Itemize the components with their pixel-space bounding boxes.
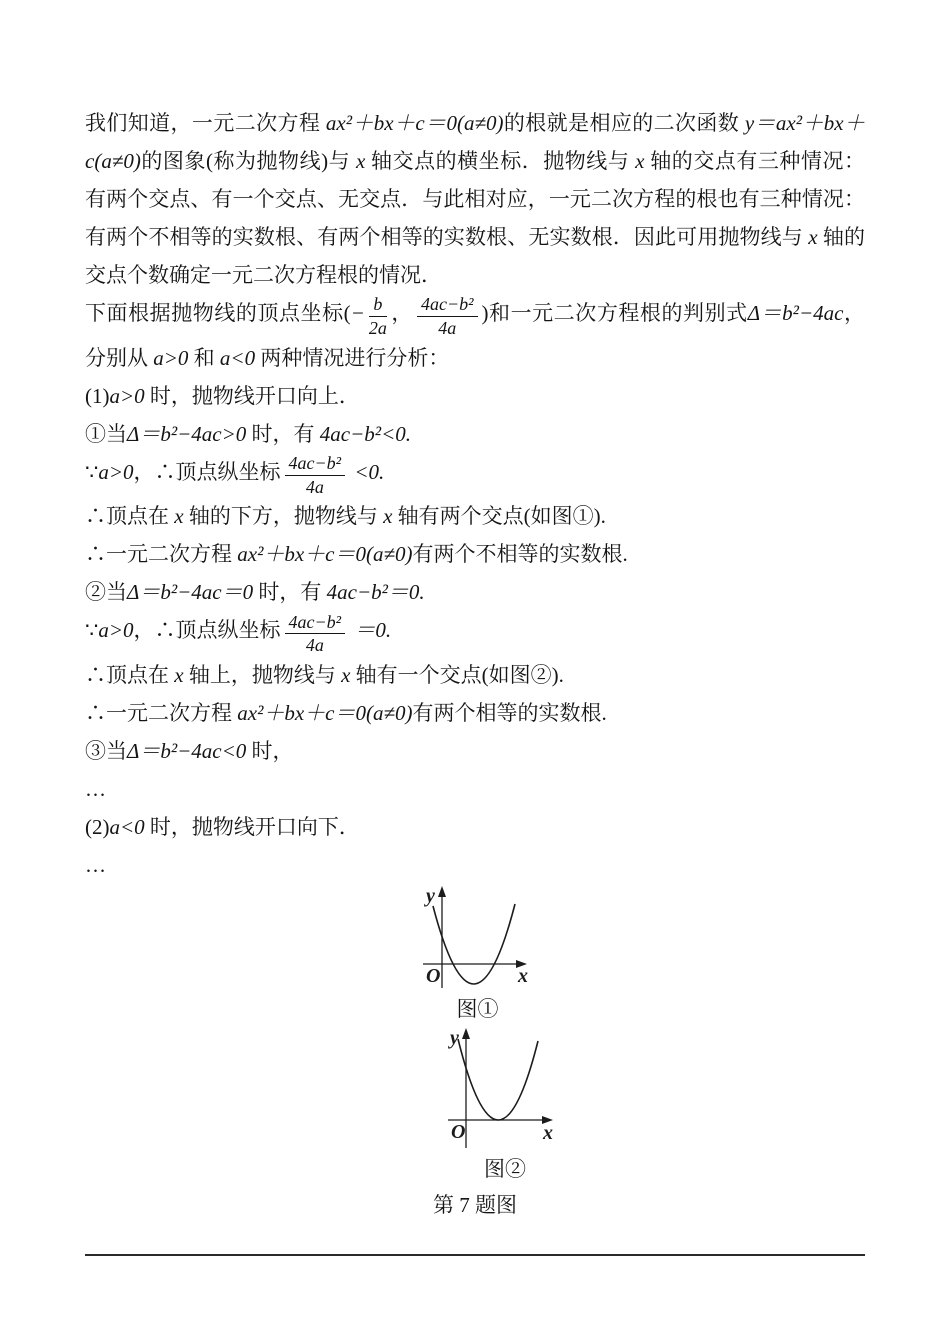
text-run: 下面根据抛物线的顶点坐标( — [85, 301, 351, 325]
fraction: $\frac{\text{4ac−b²}}{4a}$ — [285, 612, 346, 656]
text-run: x — [383, 504, 393, 529]
text-run: x — [174, 663, 184, 688]
text-run: ∴顶点在 — [85, 504, 175, 529]
paragraph-case1-sub1 — [85, 415, 865, 453]
text-run: 轴的交点个数确定一元二次方程根的情况． — [85, 225, 866, 287]
text-run: a>0 — [109, 383, 145, 408]
text-run: ，∴顶点纵坐标 — [133, 459, 281, 484]
paragraph-case1-sub3 — [85, 732, 865, 770]
text-run: Δ＝b²−4ac<0 — [127, 739, 247, 764]
paragraph-ellipsis-2 — [85, 846, 865, 884]
text-run: x — [174, 504, 184, 529]
text-run: 4ac−b²＝0. — [326, 580, 425, 605]
text-run: 时，有 — [253, 580, 327, 605]
paragraph-case1-sub1-conclusion2 — [85, 535, 865, 573]
text-run: ∴一元二次方程 — [85, 701, 238, 726]
text-run: ∵ — [85, 459, 99, 484]
figure-2-parabola-graph — [445, 1026, 565, 1156]
text-run: 时，抛物线开口向上． — [144, 383, 360, 408]
text-run: … — [85, 777, 106, 802]
figure-1-x-axis-label: x — [518, 965, 528, 988]
paragraph-case1-sub2-vertex — [85, 611, 865, 656]
text-run: 的根就是相应的二次函数 — [503, 111, 745, 135]
text-run: 轴有两个交点(如图①). — [392, 504, 606, 529]
text-run: − — [350, 301, 365, 325]
text-run: ∴顶点在 — [85, 663, 175, 688]
text-run: ， — [390, 301, 413, 325]
paragraph-case1-sub1-vertex — [85, 453, 865, 498]
figure-2-origin-label: O — [451, 1121, 466, 1144]
text-run: … — [85, 853, 106, 878]
text-run: (1) — [85, 383, 110, 408]
figure-2-y-axis-label: y — [450, 1027, 459, 1050]
paragraph-case1-sub2-conclusion2 — [85, 694, 865, 732]
text-run: ∴一元二次方程 — [85, 542, 238, 567]
text-run: ，分别从 — [85, 301, 866, 370]
text-run: Δ＝b²−4ac>0 — [127, 421, 247, 446]
fraction: $\frac{\text{4ac−b²}}{4a}$ — [417, 294, 478, 338]
text-run: 时， — [246, 739, 294, 764]
text-run: 4ac−b²<0. — [319, 421, 412, 446]
text-run: ①当 — [85, 421, 127, 446]
figure-area — [85, 884, 865, 1254]
text-run: Δ＝b²−4ac — [747, 301, 844, 325]
fraction: $\frac{b}{2a}$ — [368, 294, 387, 338]
horizontal-rule — [85, 1254, 865, 1256]
paragraph-ellipsis-1 — [85, 770, 865, 808]
text-run: Δ＝b²−4ac＝0 — [127, 580, 254, 605]
text-run: a>0 — [153, 345, 189, 370]
text-run: x — [635, 149, 645, 173]
text-run: ax²＋bx＋c＝0(a≠0) — [237, 701, 413, 726]
text-run: ，∴顶点纵坐标 — [133, 618, 281, 643]
figure-2-parabola-curve — [458, 1039, 538, 1120]
text-run: 时，抛物线开口向下． — [144, 815, 360, 840]
text-run: )和一元二次方程根的判别式 — [481, 301, 748, 325]
text-run: 时，有 — [246, 421, 320, 446]
text-run: <0. — [349, 459, 385, 484]
text-run: 和 — [188, 345, 220, 370]
text-run: 轴交点的横坐标．抛物线与 — [365, 149, 636, 173]
text-run: 轴上，抛物线与 — [183, 663, 342, 688]
text-run: a>0 — [98, 459, 134, 484]
figure-2-x-axis-label: x — [543, 1122, 553, 1145]
figure-2-caption: 图② — [484, 1157, 526, 1182]
figure-1-y-axis-label: y — [426, 885, 435, 908]
paragraph-case1-sub2-conclusion1 — [85, 656, 865, 694]
text-run: (2) — [85, 815, 110, 840]
fraction: $\frac{\text{4ac−b²}}{4a}$ — [285, 453, 346, 497]
figure-1-caption: 图① — [456, 997, 499, 1022]
text-run: x — [355, 149, 366, 173]
figure-2-y-axis-arrow-icon — [462, 1028, 470, 1039]
text-run: y＝ax²＋bx＋c(a≠0) — [85, 111, 866, 173]
text-run: 有两个不相等的实数根. — [412, 542, 628, 567]
text-run: ∵ — [85, 618, 99, 643]
text-run: 轴的交点有三种情况：有两个交点、有一个交点、无交点．与此相对应，一元二次方程的根也有三种情况：有两个不相等的实数根、有两个相等的实数根、无实数根．因此可用抛物线与 — [85, 149, 866, 249]
text-run: 的图象(称为抛物线)与 — [140, 149, 356, 173]
figure-1-parabola-curve — [433, 904, 515, 984]
text-run: x — [808, 225, 818, 249]
text-run: 轴有一个交点(如图②). — [350, 663, 564, 688]
text-run: a<0 — [219, 345, 256, 370]
text-run: 轴的下方，抛物线与 — [183, 504, 384, 529]
paragraph-case1 — [85, 377, 865, 415]
figure-1-y-axis-arrow-icon — [438, 886, 446, 897]
text-run: ②当 — [85, 580, 127, 605]
paragraph-case1-sub2 — [85, 573, 865, 611]
figure-1-origin-label: O — [426, 965, 441, 988]
text-run: 我们知道，一元二次方程 — [85, 111, 326, 135]
paragraph-case1-sub1-conclusion1 — [85, 497, 865, 535]
figure-1-parabola-graph — [420, 884, 535, 996]
text-run: ax²＋bx＋c＝0(a≠0) — [237, 542, 413, 567]
paragraph-case2 — [85, 808, 865, 846]
text-run: ＝0. — [349, 618, 392, 643]
text-run: 有两个相等的实数根. — [412, 701, 607, 726]
text-run: ③当 — [85, 739, 127, 764]
text-run: ax²＋bx＋c＝0(a≠0) — [325, 111, 504, 135]
paragraph-intro — [85, 104, 865, 294]
text-run: x — [341, 663, 351, 688]
text-run: a>0 — [98, 618, 134, 643]
problem-figure-caption: 第 7 题图 — [433, 1193, 517, 1218]
text-run: 两种情况进行分析： — [255, 345, 450, 370]
paragraph-vertex-formula — [85, 294, 865, 377]
text-run: a<0 — [109, 815, 145, 840]
